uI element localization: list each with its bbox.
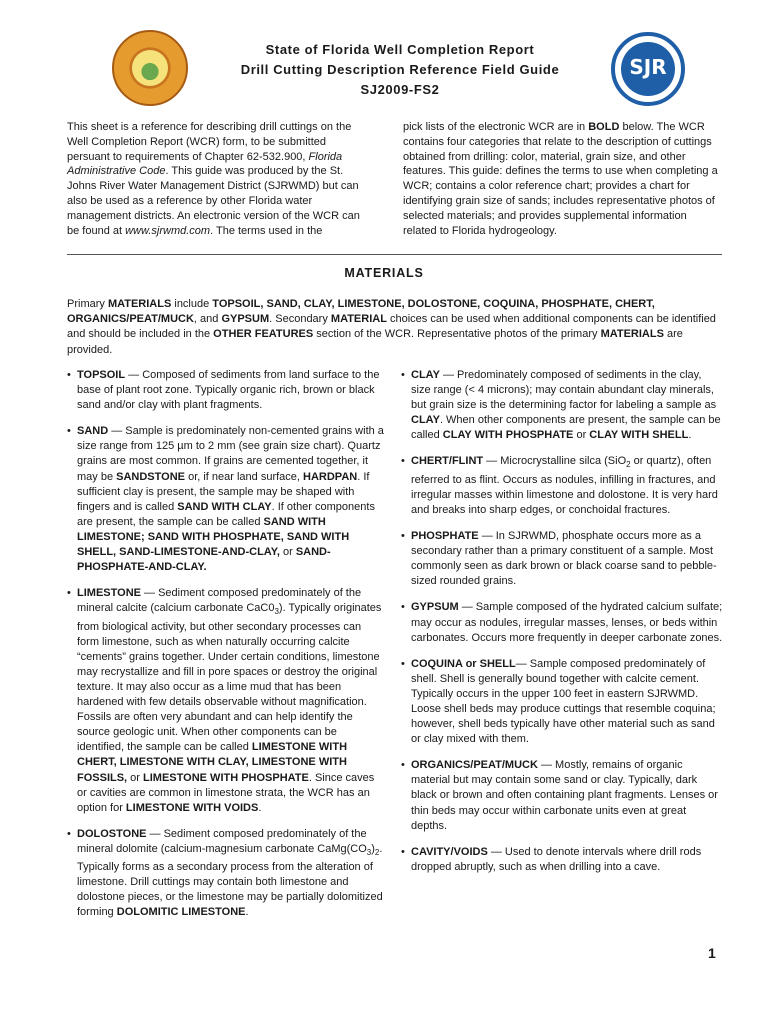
report-title: State of Florida Well Completion Report [265, 42, 535, 57]
report-code: SJ2009-FS2 [360, 82, 440, 97]
definition-item: • LIMESTONE — Sediment composed predominately of the mineral calcite (calcium carbonate $CaC0_3$). Typically originates from biological activity, but other secondary processes can form limestone, such as when naturally occurring calcite “cements” grains together. Under certain conditions, limestone may recrystallize and fill in pore spaces or destroy the original texture. It may also occur as a lime mud that has been hardened with few details observable without magnification. Fossils are often very abundant and can help identify the source geologic unit. When other components can be identified, the sample can be called LIMESTONE WITH CHERT, LIMESTONE WITH CLAY, LIMESTONE WITH FOSSILS, or LIMESTONE WITH PHOSPHATE. Since caves or cavities are common in limestone strata, the WCR has an option for LIMESTONE WITH VOIDS. [67, 586, 385, 816]
divider [67, 254, 722, 255]
left-definition-list [67, 368, 385, 932]
florida-state-seal-logo [112, 30, 188, 106]
definition-item: • COQUINA or SHELL— Sample composed predominately of shell. Shell is generally bound together with calcite cement. Typically occurs in the upper 100 feet in eastern SJRWMD. Loose shell beds may produce cuttings that resemble coquina; however, shell beds typically have other material such as sand or clay mixed with them. [401, 657, 723, 748]
section-title-materials: MATERIALS [344, 266, 424, 280]
intro-right-column: pick lists of the electronic WCR are in BOLD below. The WCR contains four categories that relate to the description of cuttings obtained from drilling: color, material, grain size, and other features. This guide: defines the terms to use when completing a WCR; contains a color reference chart; provides a chart for identifying grain size of sands; includes representative photos of selected materials; and provides supplemental information related to Florida hydrogeology. [403, 121, 718, 237]
definition-item: • TOPSOIL — Composed of sediments from land surface to the base of plant root zone. Typically organic rich, brown or black sand and/or clay with plant fragments. [67, 368, 385, 413]
intro-left-column: This sheet is a reference for describing drill cuttings on the Well Completion Report (WCR) form, to be submitted persuant to requirements of Chapter 62-532.900, Florida Administrative Code. This guide was produced by the St. Johns River Water Management District (SJRWMD) but can also be used as a reference by other Florida water management districts. An electronic version of the WCR can be found at www.sjrwmd.com. The terms used in the [67, 121, 360, 237]
page-number: 1 [708, 945, 716, 961]
report-subtitle: Drill Cutting Description Reference Field Guide [240, 62, 560, 77]
definition-item: • PHOSPHATE — In SJRWMD, phosphate occurs more as a secondary rather than a primary constituent of a sample. Most commonly seen as dark brown or black coarse sand to pebble-sized rounded grains. [401, 529, 723, 589]
definition-item: • DOLOSTONE — Sediment composed predominately of the mineral dolomite (calcium-magnesium carbonate $CaMg(CO_3)_2$. Typically forms as a secondary process from the alteration of limestone. Drill cuttings may contain both limestone and dolostone pieces, or the limestone may be partially dolomitized forming DOLOMITIC LIMESTONE. [67, 827, 385, 921]
materials-lead-paragraph: Primary MATERIALS include TOPSOIL, SAND, CLAY, LIMESTONE, DOLOSTONE, COQUINA, PHOSPHATE, CHERT, ORGANICS/PEAT/MUCK, and GYPSUM. Secondary MATERIAL choices can be used when additional components can be identified and should be included in the OTHER FEATURES section of the WCR. Representative photos of the primary MATERIALS are provided. [67, 298, 716, 356]
definition-item: • CHERT/FLINT — Microcrystalline silca (SiO$_2$ or quartz), often referred to as flint. Occurs as nodules, infilling in fractures, and irregular masses within limestone and dolostone. It is very hard and breaks into sharp edges, or conchoidal fractures. [401, 454, 723, 518]
definition-item: • ORGANICS/PEAT/MUCK — Mostly, remains of organic material but may contain some sand or clay. Typically, dark black or brown and often containing plant fragments. Lenses or thin beds may occur within carbonate units even at great depths. [401, 758, 723, 833]
right-definition-list [401, 368, 723, 886]
sjr-logo: SJR [611, 32, 685, 106]
definition-item: • CAVITY/VOIDS — Used to denote intervals where drill rods dropped abruptly, such as when drilling into a cave. [401, 845, 723, 875]
definition-item: • GYPSUM — Sample composed of the hydrated calcium sulfate; may occur as nodules, irregular masses, lenses, or beds within carbonates. Occurs more frequently in deeper carbonate zones. [401, 600, 723, 645]
definition-item: • SAND — Sample is predominately non-cemented grains with a size range from 125 µm to 2 mm (see grain size chart). Quartz grains are most common. If grains are cemented together, it may be SANDSTONE or, if near land surface, HARDPAN. If sufficient clay is present, the sample may be shaped with fingers and is called SAND WITH CLAY. If other components are present, the sample can be called SAND WITH LIMESTONE; SAND WITH PHOSPHATE, SAND WITH SHELL, SAND-LIMESTONE-AND-CLAY, or SAND-PHOSPHATE-AND-CLAY. [67, 424, 385, 575]
definition-item: • CLAY — Predominately composed of sediments in the clay, size range (< 4 microns); may contain abundant clay minerals, but grain size is the determining factor for labeling a sample as CLAY. When other components are present, the sample can be called CLAY WITH PHOSPHATE or CLAY WITH SHELL. [401, 368, 723, 443]
